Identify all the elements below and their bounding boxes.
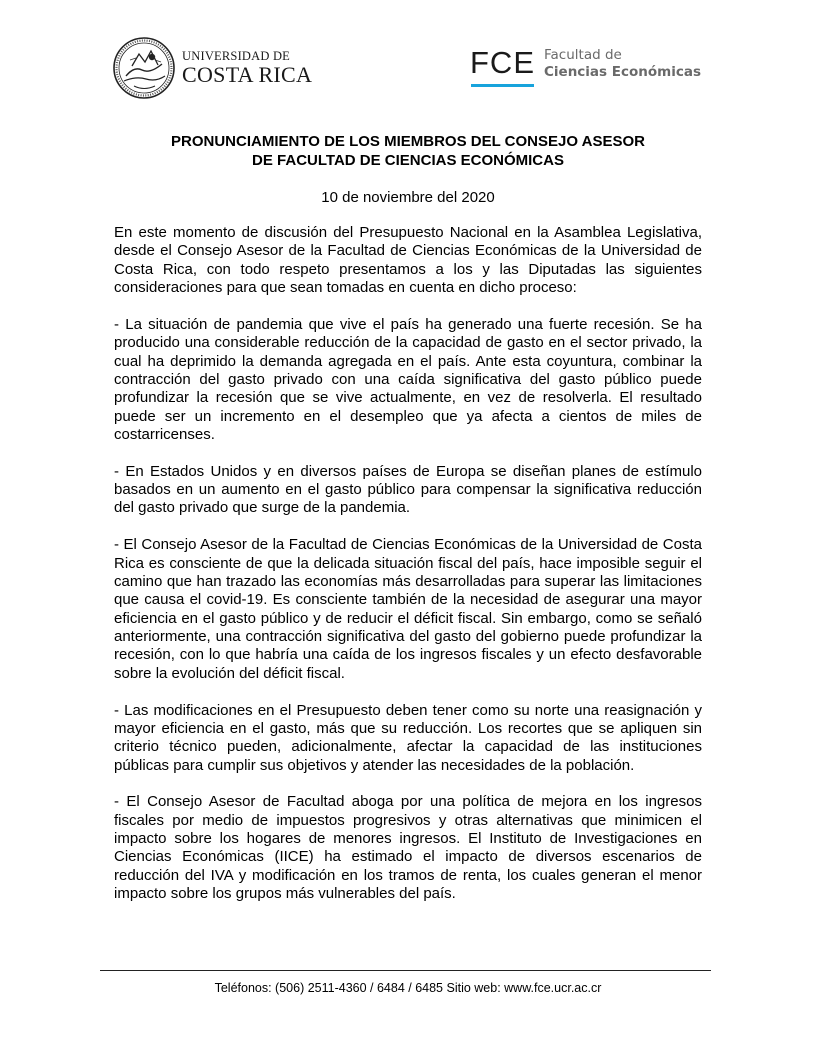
paragraph-point-taxes: - El Consejo Asesor de Facultad aboga por una política de mejora en los ingresos fiscales por medio de impuestos progresivos y otras alternativas que minimicen el impacto sobre los hogares de menores ingresos. El Instituto de Investigaciones en Ciencias Económicas (IICE) ha estimado el impacto de diversos escenarios de reducción del IVA y modificación en los tramos de renta, los cuales generan el menor impacto sobre los grupos más vulnerables del país.: [114, 793, 702, 903]
document-title: [100, 133, 716, 170]
ucr-logo: [112, 36, 312, 100]
ucr-name-line1: UNIVERSIDAD DE: [182, 48, 291, 63]
paragraph-point-budget: - Las modificaciones en el Presupuesto deben tener como su norte una reasignación y mayor eficiencia en el gasto, más que su reducción. Los recortes que se apliquen sin criterio técnico pueden, adicionalmente, afectar la capacidad de las instituciones públicas para cumplir sus objetivos y atender las necesidades de la población.: [114, 701, 702, 774]
paragraph-intro: En este momento de discusión del Presupuesto Nacional en la Asamblea Legislativa, desde el Consejo Asesor de la Facultad de Ciencias Económicas de la Universidad de Costa Rica, con todo respeto presentamos a los y las Diputadas las siguientes consideraciones para que sean tomadas en cuenta en dicho proceso:: [114, 224, 702, 297]
fce-name-line2: Ciencias Económicas: [544, 64, 702, 80]
fce-logo: [470, 47, 701, 91]
fce-mark: [470, 47, 534, 91]
document-body: [114, 224, 702, 922]
fce-accent-bar: [471, 84, 534, 87]
paragraph-point-stimulus: - En Estados Unidos y en diversos países de Europa se diseñan planes de estímulo basados en un aumento en el gasto público para compensar la significativa reducción del gasto privado que surge de la pandemia.: [114, 462, 702, 517]
paragraph-point-recession: - La situación de pandemia que vive el país ha generado una fuerte recesión. Se ha producido una considerable reducción de la capacidad de gasto en el sector privado, la cual ha deprimido la demanda agregada en el país. Ante esta coyuntura, combinar la contracción del gasto privado con una caída significativa del gasto público puede profundizar la recesión que se vive actualmente, en vez de resolverla. El resultado puede ser un incremento en el desempleo que ya afecta a cientos de miles de costarricenses.: [114, 315, 702, 443]
paragraph-point-fiscal: - El Consejo Asesor de la Facultad de Ciencias Económicas de la Universidad de Costa Rica es consciente de que la delicada situación fiscal del país, hace imposible seguir el camino que han trazado las economías más desarrolladas para superar las limitaciones que causa el covid-19. Es consciente también de la necesidad de asegurar una mayor eficiencia en el gasto público y de reducir el déficit fiscal. Sin embargo, como se señaló anteriormente, una contracción significativa del gasto del gobierno puede profundizar la recesión, con lo que habría una caída de los ingresos fiscales y un efecto desfavorable sobre la evolución del déficit fiscal.: [114, 536, 702, 682]
document-date: 10 de noviembre del 2020: [321, 189, 495, 206]
fce-name-line1: Facultad de: [544, 47, 622, 63]
document-title-line1: PRONUNCIAMIENTO DE LOS MIEMBROS DEL CONSEJO ASESOR: [171, 133, 645, 150]
ucr-name-line2: COSTA RICA: [182, 62, 313, 88]
document-title-line2: DE FACULTAD DE CIENCIAS ECONÓMICAS: [252, 151, 564, 169]
letterhead: [0, 0, 816, 110]
fce-acronym: FCE: [470, 45, 535, 80]
footer-contact: Teléfonos: (506) 2511-4360 / 6484 / 6485 Sitio web: www.fce.ucr.ac.cr: [214, 981, 602, 995]
footer-divider: [100, 970, 711, 971]
ucr-seal-icon: [112, 36, 176, 100]
